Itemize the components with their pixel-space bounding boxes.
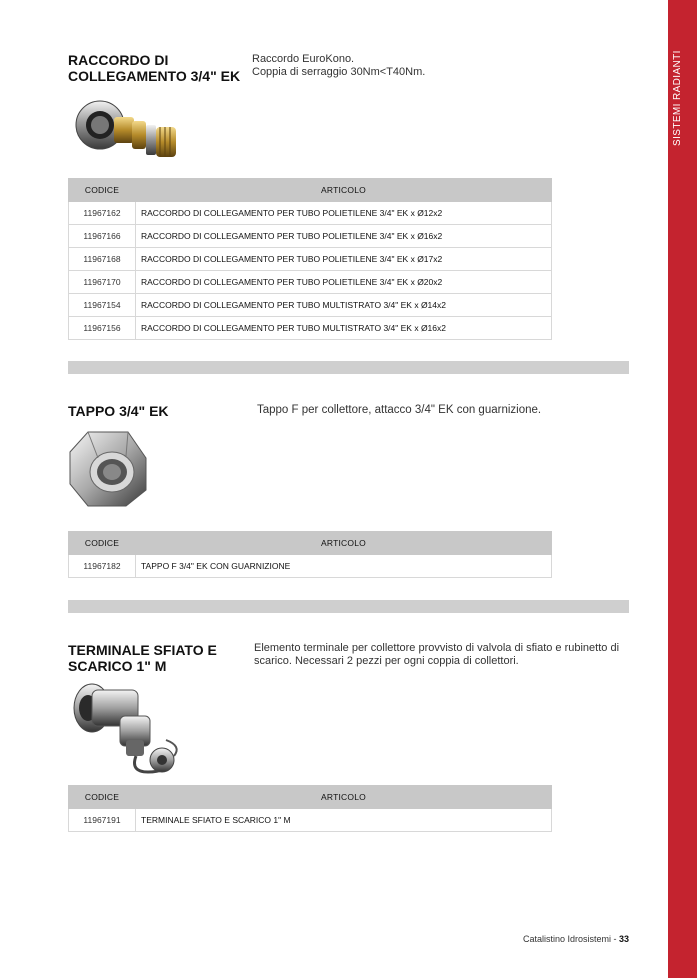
description-line: Tappo F per collettore, attacco 3/4" EK con guarnizione. — [257, 404, 542, 416]
code-cell: 11967166 — [69, 225, 136, 248]
product-title-line: RACCORDO DI — [68, 52, 169, 68]
product-title — [68, 642, 217, 674]
section-divider — [68, 600, 629, 613]
article-cell: TAPPO F 3/4" EK CON GUARNIZIONE — [136, 555, 552, 578]
article-cell: RACCORDO DI COLLEGAMENTO PER TUBO MULTISTRATO 3/4" EK x Ø14x2 — [136, 294, 552, 317]
footer-label: Catalistino Idrosistemi - — [522, 934, 619, 944]
column-header: CODICE — [69, 532, 136, 555]
article-cell: TERMINALE SFIATO E SCARICO 1" M — [136, 809, 552, 832]
table-row — [69, 225, 552, 248]
valve-icon — [70, 680, 186, 776]
table-row — [69, 317, 552, 340]
article-cell: RACCORDO DI COLLEGAMENTO PER TUBO MULTISTRATO 3/4" EK x Ø16x2 — [136, 317, 552, 340]
product-table — [68, 531, 552, 578]
product-title-line: COLLEGAMENTO 3/4" EK — [68, 68, 241, 84]
product-table — [68, 785, 552, 832]
table-row — [69, 248, 552, 271]
column-header: CODICE — [69, 179, 136, 202]
fitting-icon — [70, 95, 186, 165]
article-cell: RACCORDO DI COLLEGAMENTO PER TUBO POLIETILENE 3/4" EK x Ø16x2 — [136, 225, 552, 248]
column-header: ARTICOLO — [136, 532, 552, 555]
table-row — [69, 809, 552, 832]
table-row — [69, 294, 552, 317]
page-number: 33 — [618, 934, 629, 944]
table-row — [69, 555, 552, 578]
product-description — [252, 53, 425, 79]
code-cell: 11967182 — [69, 555, 136, 578]
description-line: Coppia di serraggio 30Nm<T40Nm. — [252, 66, 426, 78]
product-title-line: SCARICO 1" M — [68, 658, 167, 674]
code-cell: 11967191 — [69, 809, 136, 832]
table-header-row — [69, 532, 552, 555]
code-cell: 11967162 — [69, 202, 136, 225]
article-cell: RACCORDO DI COLLEGAMENTO PER TUBO POLIETILENE 3/4" EK x Ø20x2 — [136, 271, 552, 294]
table-header-row — [69, 786, 552, 809]
code-cell: 11967170 — [69, 271, 136, 294]
product-title-line: TERMINALE SFIATO E — [68, 642, 217, 658]
article-cell: RACCORDO DI COLLEGAMENTO PER TUBO POLIETILENE 3/4" EK x Ø12x2 — [136, 202, 552, 225]
column-header: ARTICOLO — [136, 179, 552, 202]
sidebar-band — [668, 0, 697, 978]
product-title — [68, 52, 240, 84]
description-line: scarico. Necessari 2 pezzi per ogni coppia di collettori. — [254, 655, 519, 667]
product-title-line: TAPPO 3/4" EK — [68, 403, 169, 419]
product-table — [68, 178, 552, 340]
cap-icon — [68, 428, 148, 510]
product-title — [68, 403, 169, 419]
page-footer — [480, 934, 629, 944]
table-header-row — [69, 179, 552, 202]
code-cell: 11967154 — [69, 294, 136, 317]
column-header: CODICE — [69, 786, 136, 809]
code-cell: 11967168 — [69, 248, 136, 271]
code-cell: 11967156 — [69, 317, 136, 340]
product-description — [254, 642, 634, 668]
sidebar-label: SISTEMI RADIANTI — [672, 50, 683, 146]
column-header: ARTICOLO — [136, 786, 552, 809]
table-row — [69, 202, 552, 225]
section-divider — [68, 361, 629, 374]
table-row — [69, 271, 552, 294]
description-line: Elemento terminale per collettore provvisto di valvola di sfiato e rubinetto di — [254, 642, 620, 654]
article-cell: RACCORDO DI COLLEGAMENTO PER TUBO POLIETILENE 3/4" EK x Ø17x2 — [136, 248, 552, 271]
product-description — [257, 404, 541, 417]
description-line: Raccordo EuroKono. — [252, 53, 355, 65]
